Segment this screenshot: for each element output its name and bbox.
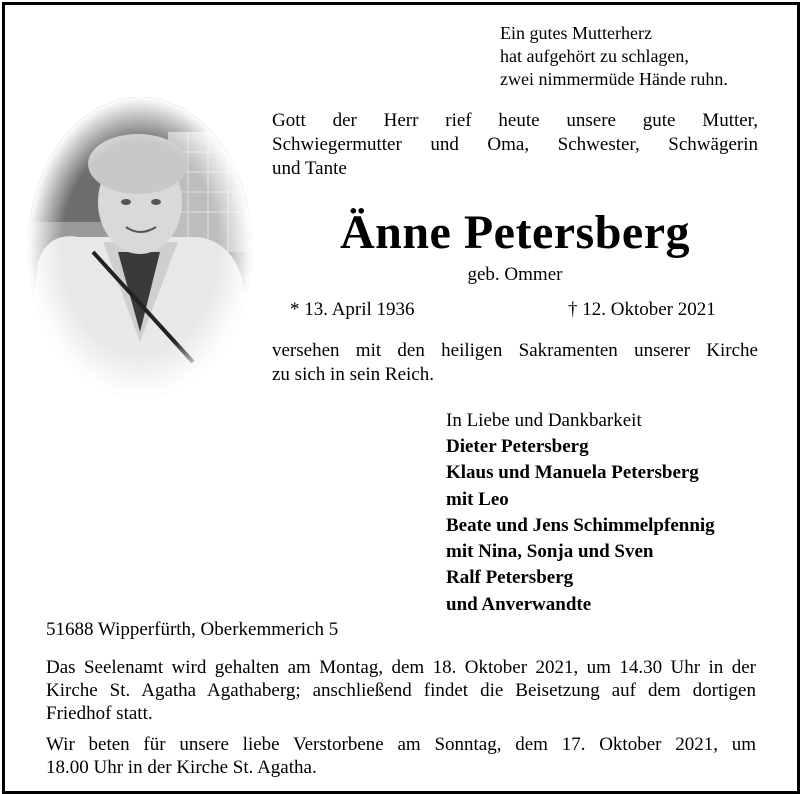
mourners-intro: In Liebe und Dankbarkeit	[446, 410, 642, 431]
birth-date: * 13. April 1936	[290, 299, 415, 320]
maiden-name: geb. Ommer	[467, 264, 563, 285]
service-paragraph	[46, 656, 756, 725]
intro-line: Gott der Herr rief heute unsere gute Mutter,	[272, 110, 758, 131]
quote-line: zwei nimmermüde Hände ruhn.	[500, 69, 728, 89]
mourner-name: Klaus und Manuela Petersberg	[446, 462, 699, 484]
sacraments-text	[272, 339, 758, 387]
prayer-line: 18.00 Uhr in der Kirche St. Agatha.	[46, 757, 317, 778]
mourner-name: Beate und Jens Schimmelpfennig	[446, 514, 715, 536]
mourner-name: Ralf Petersberg	[446, 567, 574, 589]
intro-line: Schwiegermutter und Oma, Schwester, Schwägerin	[272, 134, 758, 155]
service-line: Friedhof statt.	[46, 703, 153, 724]
portrait-photo	[18, 92, 262, 402]
mourner-name: und Anverwandte	[446, 593, 592, 615]
intro-line: und Tante	[272, 158, 347, 179]
deceased-name: Änne Petersberg	[339, 206, 691, 259]
service-line: Das Seelenamt wird gehalten am Montag, dem 18. Oktober 2021, um 14.30 Uhr in der	[46, 657, 756, 678]
sacraments-line: zu sich in sein Reich.	[272, 364, 434, 385]
quote-line: hat aufgehört zu schlagen,	[500, 46, 689, 66]
mourner-name: mit Leo	[446, 488, 509, 510]
service-line: Kirche St. Agatha Agathaberg; anschließend findet die Beisetzung auf dem dortigen	[46, 680, 756, 701]
sacraments-line: versehen mit den heiligen Sakramenten unserer Kirche	[272, 340, 758, 361]
quote-line: Ein gutes Mutterherz	[500, 23, 652, 43]
quote-block	[500, 22, 728, 91]
intro-text	[272, 109, 758, 181]
death-date: † 12. Oktober 2021	[568, 299, 716, 320]
prayer-line: Wir beten für unsere liebe Verstorbene am Sonntag, dem 17. Oktober 2021, um	[46, 734, 756, 755]
address: 51688 Wipperfürth, Oberkemmerich 5	[46, 619, 339, 640]
mourners-block	[446, 408, 715, 618]
prayer-paragraph	[46, 733, 756, 779]
mourner-name: mit Nina, Sonja und Sven	[446, 541, 654, 563]
mourner-name: Dieter Petersberg	[446, 436, 589, 457]
